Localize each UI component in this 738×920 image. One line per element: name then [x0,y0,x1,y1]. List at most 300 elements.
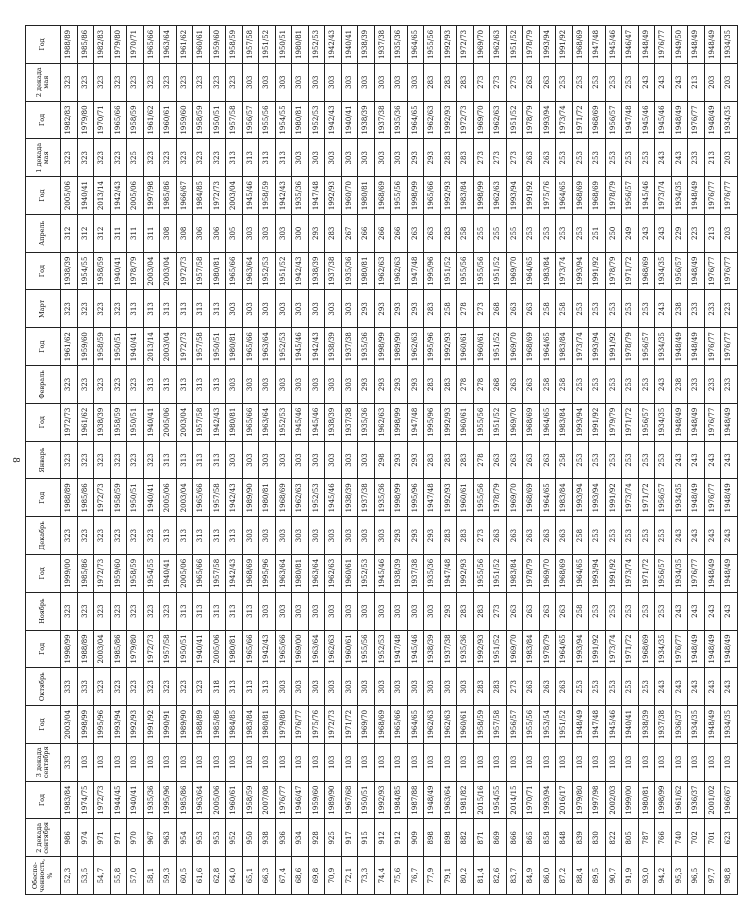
table-cell: 936 [275,819,292,857]
table-cell: 1948/49 [688,630,705,668]
table-cell: 253 [589,366,606,404]
table-cell: 1953/54 [539,706,556,744]
table-cell: 2003/04 [61,706,78,744]
table-cell: 303 [226,366,243,404]
table-cell: 1954/55 [143,554,160,592]
table-cell: 73,3 [358,857,375,895]
table-cell: 233 [688,366,705,404]
table-cell: 1983/84 [556,479,573,517]
table-cell: 323 [110,592,127,630]
table-cell: 1956/57 [605,101,622,139]
table-cell: 293 [391,366,408,404]
table-cell: 1965/66 [193,479,210,517]
table-cell: 1952/53 [374,630,391,668]
table-cell: 263 [539,592,556,630]
table-cell: 303 [341,63,358,101]
table-cell: 273 [473,63,490,101]
table-cell: 64,0 [226,857,243,895]
table-cell: 313 [226,517,243,555]
table-cell: 263 [506,517,523,555]
table-cell: 313 [193,592,210,630]
table-cell: 243 [688,592,705,630]
table-cell: 1940/41 [143,403,160,441]
table-cell: 1940/41 [341,101,358,139]
table-cell: 1980/81 [226,403,243,441]
table-cell: 1973/74 [556,252,573,290]
table-cell: 1958/59 [110,403,127,441]
table-cell: 1961/62 [61,328,78,366]
table-cell: 303 [374,63,391,101]
table-cell: 243 [721,441,738,479]
table-row [226,26,243,895]
table-row [655,26,672,895]
table-cell: 1972/73 [176,328,193,366]
table-row [556,26,573,895]
table-cell: 243 [688,517,705,555]
table-cell: 253 [572,63,589,101]
column-header: Ноябрь [26,592,61,630]
table-cell: 303 [292,290,309,328]
table-cell: 243 [704,592,721,630]
table-cell: 1955/56 [259,101,276,139]
table-cell: 1980/81 [292,101,309,139]
table-cell: 253 [605,63,622,101]
table-cell: 97,7 [704,857,721,895]
table-cell: 1999/00 [622,781,639,819]
table-cell: 1976/77 [671,630,688,668]
table-cell: 303 [275,668,292,706]
table-cell: 1992/93 [374,781,391,819]
table-cell: 77,9 [424,857,441,895]
table-cell: 103 [556,743,573,781]
table-cell: 2003/04 [226,177,243,215]
table-cell: 311 [127,214,144,252]
table-cell: 263 [506,366,523,404]
table-cell: 1969/70 [506,630,523,668]
rotated-table-container [25,25,733,895]
table-cell: 1938/39 [325,328,342,366]
table-cell: 1948/49 [424,781,441,819]
table-cell: 263 [523,668,540,706]
table-cell: 1965/66 [391,706,408,744]
table-cell: 1942/43 [209,403,226,441]
table-cell: 103 [490,743,507,781]
table-cell: 303 [457,668,474,706]
table-row [688,26,705,895]
table-cell: 313 [209,592,226,630]
table-cell: 323 [193,139,210,177]
table-cell: 333 [61,743,78,781]
table-cell: 298 [374,441,391,479]
table-cell: 95,3 [671,857,688,895]
table-cell: 1942/43 [226,479,243,517]
table-cell: 1995/96 [424,328,441,366]
table-cell: 1969/70 [506,252,523,290]
table-cell: 303 [275,214,292,252]
table-cell: 81,4 [473,857,490,895]
table-cell: 1955/56 [523,706,540,744]
table-cell: 1960/61 [457,479,474,517]
table-cell: 1940/41 [193,630,210,668]
table-cell: 1993/94 [589,479,606,517]
table-cell: 103 [275,743,292,781]
table-cell: 333 [77,668,94,706]
table-cell: 1942/43 [110,177,127,215]
table-cell: 1956/57 [655,479,672,517]
table-cell: 323 [160,592,177,630]
table-cell: 303 [374,592,391,630]
table-cell: 1963/64 [308,630,325,668]
table-cell: 103 [457,743,474,781]
table-row [622,26,639,895]
table-cell: 68,6 [292,857,309,895]
table-cell: 2003/04 [160,252,177,290]
table-cell: 72,1 [341,857,358,895]
table-cell: 258 [572,517,589,555]
table-cell: 1980/81 [638,781,655,819]
table-row [292,26,309,895]
table-cell: 103 [638,743,655,781]
table-cell: 323 [94,668,111,706]
table-cell: 1966/67 [721,781,738,819]
table-cell: 293 [407,366,424,404]
table-cell: 1995/96 [160,781,177,819]
table-cell: 323 [127,63,144,101]
table-cell: 103 [523,743,540,781]
table-cell: 1957/58 [193,328,210,366]
table-cell: 1962/63 [325,554,342,592]
table-cell: 253 [572,441,589,479]
table-cell: 1975/76 [539,177,556,215]
table-cell: 323 [61,441,78,479]
table-cell: 323 [61,592,78,630]
table-cell: 303 [358,668,375,706]
table-cell: 1988/89 [61,26,78,64]
table-cell: 1972/73 [457,101,474,139]
table-cell: 1934/35 [721,101,738,139]
table-cell: 1998/99 [374,328,391,366]
table-cell: 1978/79 [622,328,639,366]
table-cell: 1973/74 [655,177,672,215]
table-cell: 1985/86 [77,554,94,592]
table-cell: 702 [688,819,705,857]
table-cell: 103 [176,743,193,781]
table-cell: 253 [622,517,639,555]
table-cell: 303 [275,517,292,555]
table-cell: 1960/61 [341,630,358,668]
table-cell: 1964/65 [407,706,424,744]
table-cell: 263 [490,517,507,555]
table-cell: 1976/77 [704,479,721,517]
table-cell: 1938/39 [424,630,441,668]
table-cell: 1958/59 [242,781,259,819]
table-cell: 1957/58 [193,252,210,290]
table-cell: 103 [341,743,358,781]
table-cell: 229 [671,214,688,252]
table-cell: 1956/57 [638,403,655,441]
column-header: Март [26,290,61,328]
table-cell: 103 [325,743,342,781]
table-cell: 1964/65 [539,479,556,517]
table-cell: 1934/35 [721,26,738,64]
table-cell: 103 [671,743,688,781]
table-cell: 253 [589,290,606,328]
table-cell: 1965/66 [242,403,259,441]
table-cell: 253 [655,592,672,630]
table-cell: 303 [374,517,391,555]
table-cell: 283 [424,63,441,101]
table-cell: 1978/79 [523,101,540,139]
table-cell: 1989/90 [325,781,342,819]
table-cell: 912 [374,819,391,857]
table-cell: 2003/04 [94,630,111,668]
table-cell: 1958/59 [94,252,111,290]
table-cell: 2003/04 [160,328,177,366]
table-cell: 1944/45 [110,781,127,819]
table-cell: 1958/59 [226,26,243,64]
table-cell: 1945/46 [605,706,622,744]
table-cell: 283 [424,290,441,328]
table-cell: 253 [638,290,655,328]
table-cell: 1968/69 [242,554,259,592]
table-cell: 313 [143,366,160,404]
table-cell: 1978/79 [523,554,540,592]
table-cell: 1964/65 [556,177,573,215]
table-cell: 86,0 [539,857,556,895]
table-cell: 303 [341,290,358,328]
table-cell: 1969/70 [506,328,523,366]
table-cell: 1940/41 [127,781,144,819]
table-cell: 303 [391,63,408,101]
table-cell: 273 [473,517,490,555]
table-cell: 311 [143,214,160,252]
table-cell: 306 [209,214,226,252]
table-cell: 1964/65 [556,630,573,668]
column-header: Год [26,252,61,290]
table-cell: 909 [407,819,424,857]
table-cell: 1948/49 [721,554,738,592]
table-cell: 312 [77,214,94,252]
table-cell: 325 [127,139,144,177]
table-cell: 1979/80 [275,706,292,744]
table-cell: 1965/66 [242,630,259,668]
table-cell: 243 [688,441,705,479]
table-cell: 1937/38 [440,630,457,668]
table-cell: 303 [374,668,391,706]
table-cell: 303 [308,517,325,555]
table-cell: 253 [589,441,606,479]
table-cell: 253 [556,139,573,177]
table-cell: 66,3 [259,857,276,895]
table-cell: 1962/63 [391,252,408,290]
table-cell: 1948/49 [704,630,721,668]
table-cell: 303 [358,63,375,101]
table-cell: 293 [424,517,441,555]
table-row [506,26,523,895]
table-cell: 323 [77,139,94,177]
table-cell: 1950/51 [358,781,375,819]
table-cell: 1958/59 [94,328,111,366]
table-cell: 266 [358,214,375,252]
table-cell: 1956/57 [638,328,655,366]
table-cell: 1980/81 [358,252,375,290]
table-cell: 103 [308,743,325,781]
table-cell: 1940/41 [160,554,177,592]
table-cell: 915 [358,819,375,857]
table-cell: 1945/46 [325,479,342,517]
table-cell: 323 [143,441,160,479]
table-cell: 1938/39 [391,554,408,592]
table-cell: 1964/65 [407,101,424,139]
table-cell: 1984/85 [391,781,408,819]
table-cell: 1965/66 [110,101,127,139]
table-cell: 258 [556,366,573,404]
table-cell: 263 [523,63,540,101]
table-cell: 300 [292,214,309,252]
table-cell: 1999/00 [61,554,78,592]
table-cell: 1991/92 [589,630,606,668]
table-cell: 1983/84 [61,781,78,819]
table-cell: 323 [193,63,210,101]
table-cell: 1978/79 [523,26,540,64]
table-cell: 1951/52 [275,252,292,290]
table-cell: 318 [209,668,226,706]
table-cell: 1934/35 [655,252,672,290]
table-cell: 303 [358,139,375,177]
table-cell: 1948/49 [721,479,738,517]
table-cell: 2014/15 [506,781,523,819]
table-cell: 1958/59 [127,554,144,592]
table-cell: 263 [539,668,556,706]
table-cell: 58,1 [143,857,160,895]
table-cell: 253 [622,592,639,630]
table-cell: 1993/94 [110,706,127,744]
table-cell: 1950/51 [275,26,292,64]
table-cell: 925 [325,819,342,857]
table-cell: 103 [358,743,375,781]
table-cell: 303 [407,63,424,101]
table-cell: 87,2 [556,857,573,895]
table-cell: 303 [325,592,342,630]
table-cell: 1968/69 [523,403,540,441]
table-cell: 1991/92 [556,26,573,64]
table-cell: 1972/73 [94,781,111,819]
table-cell: 313 [242,592,259,630]
table-cell: 1948/49 [671,101,688,139]
table-cell: 1945/46 [308,403,325,441]
table-cell: 952 [226,819,243,857]
table-cell: 1945/46 [407,630,424,668]
table-row [127,26,144,895]
table-cell: 253 [605,139,622,177]
table-cell: 303 [242,366,259,404]
table-cell: 263 [539,441,556,479]
table-cell: 103 [94,743,111,781]
table-cell: 2001/02 [704,781,721,819]
table-cell: 263 [407,214,424,252]
table-cell: 1987/88 [407,781,424,819]
table-cell: 1962/63 [325,630,342,668]
table-cell: 103 [374,743,391,781]
table-cell: 1972/73 [143,630,160,668]
table-cell: 253 [655,441,672,479]
table-cell: 313 [127,290,144,328]
table-cell: 1985/86 [77,479,94,517]
table-row [110,26,127,895]
column-header: Год [26,706,61,744]
table-cell: 2013/14 [94,177,111,215]
table-cell: 303 [242,290,259,328]
table-cell: 303 [341,668,358,706]
table-cell: 1950/51 [127,479,144,517]
table-cell: 203 [704,63,721,101]
table-cell: 1970/71 [94,101,111,139]
table-cell: 2005/06 [176,554,193,592]
table-cell: 1984/85 [193,177,210,215]
table-cell: 1938/39 [61,252,78,290]
table-cell: 1951/52 [440,252,457,290]
table-cell: 253 [572,290,589,328]
table-cell: 253 [638,366,655,404]
table-cell: 1973/74 [622,479,639,517]
table-cell: 967 [143,819,160,857]
table-cell: 103 [143,743,160,781]
column-header: Год [26,177,61,215]
table-cell: 1972/73 [94,479,111,517]
table-cell: 1946/47 [622,26,639,64]
table-cell: 323 [94,441,111,479]
table-cell: 251 [589,214,606,252]
table-cell: 1959/60 [77,328,94,366]
table-cell: 303 [292,592,309,630]
table-cell: 223 [688,214,705,252]
table-cell: 1937/38 [341,403,358,441]
table-cell: 313 [209,366,226,404]
table-cell: 1976/77 [688,101,705,139]
table-cell: 1980/81 [259,479,276,517]
table-row [308,26,325,895]
table-cell: 1948/49 [688,177,705,215]
table-cell: 323 [160,139,177,177]
table-cell: 1938/39 [308,252,325,290]
table-cell: 1992/93 [457,554,474,592]
table-cell: 94,2 [655,857,672,895]
table-cell: 303 [292,517,309,555]
table-cell: 1936/37 [671,706,688,744]
table-cell: 253 [605,517,622,555]
table-cell: 283 [440,214,457,252]
table-cell: 2005/06 [209,630,226,668]
table-cell: 954 [176,819,193,857]
table-cell: 253 [556,214,573,252]
table-cell: 253 [589,592,606,630]
table-cell: 303 [308,441,325,479]
table-cell: 1980/81 [358,177,375,215]
table-cell: 1959/60 [176,101,193,139]
column-header: Год [26,26,61,64]
table-row [440,26,457,895]
table-cell: 303 [341,366,358,404]
table-cell: 258 [556,441,573,479]
table-cell: 848 [556,819,573,857]
table-cell: 293 [374,366,391,404]
table-cell: 971 [94,819,111,857]
table-cell: 323 [226,63,243,101]
table-cell: 1954/55 [490,781,507,819]
table-cell: 1993/94 [539,26,556,64]
table-cell: 263 [523,592,540,630]
table-cell: 243 [655,366,672,404]
